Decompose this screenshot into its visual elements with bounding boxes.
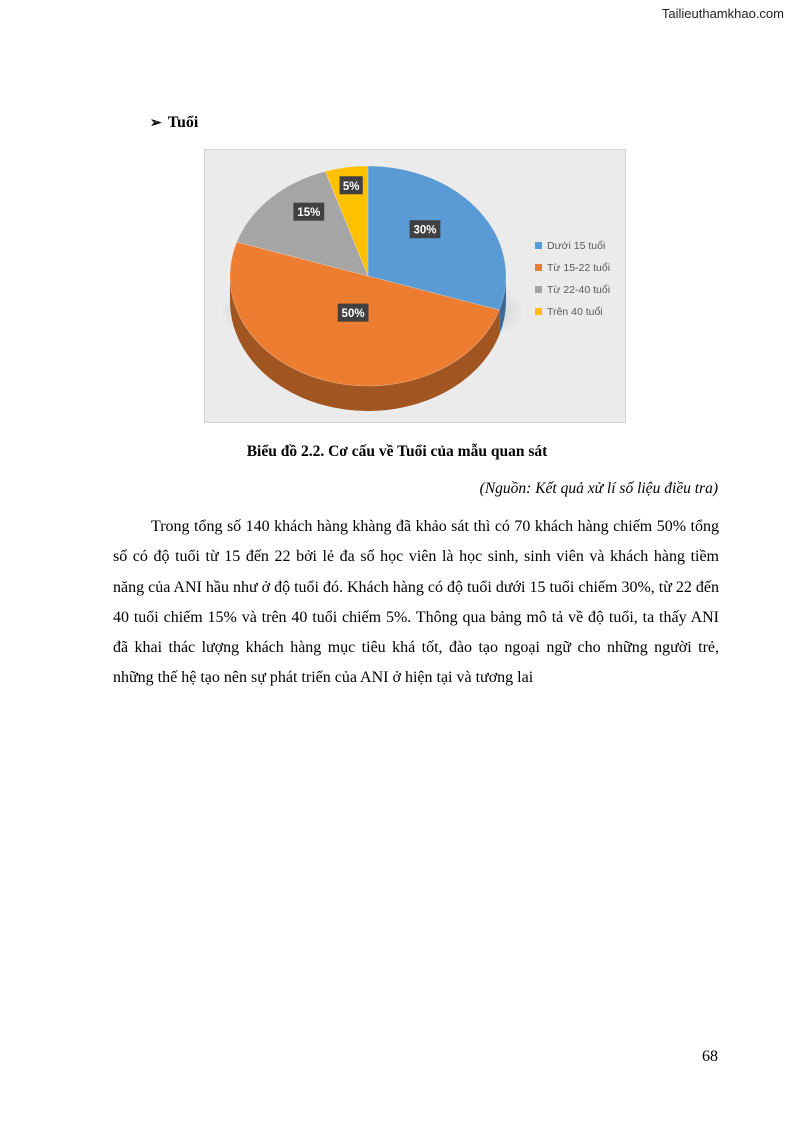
svg-text:Dưới 15 tuổi: Dưới 15 tuổi [547,240,606,252]
svg-text:Từ 22-40 tuổi: Từ 22-40 tuổi [547,284,611,296]
legend-item-3 [535,284,610,296]
svg-text:15%: 15% [297,207,321,220]
legend-item-4 [535,306,603,318]
age-pie-chart [204,149,626,423]
watermark: Tailieuthamkhao.com [661,6,784,21]
pie-data-label-4 [340,176,363,194]
section-heading-text: Tuổi [167,114,199,131]
page-number: 68 [702,1048,718,1065]
legend-item-1 [535,240,605,252]
svg-text:Từ 15-22 tuổi: Từ 15-22 tuổi [547,262,611,274]
legend-item-2 [535,262,610,274]
pie-chart-svg [205,150,627,424]
body-paragraph: Trong tổng số 140 khách hàng khàng đã khảo sát thì có 70 khách hàng chiếm 50% tổng số có độ tuổi từ 15 đến 22 bởi lẻ đa số học viên là học sinh, sinh viên và khách hàng tiềm năng của ANI hầu như ở độ tuổi đó. Khách hàng có độ tuổi dưới 15 tuổi chiếm 30%, từ 22 đến 40 tuổi chiếm 15% và trên 40 tuổi chiếm 5%. Thông qua bảng mô tả về độ tuổi, ta thấy ANI đã khai thác lượng khách hàng mục tiêu khá tốt, đào tạo ngoại ngữ cho những người trẻ, những thế hệ tạo nên sự phát triển của ANI ở hiện tại và tương lai [113,518,719,687]
svg-text:Trên 40 tuổi: Trên 40 tuổi [547,306,603,318]
pie-data-label-3 [293,203,324,221]
section-heading [150,114,198,132]
arrow-bullet-icon: ➢ [150,115,162,131]
pie-data-label-1 [410,220,441,238]
figure-caption: Biểu đồ 2.2. Cơ cấu về Tuổi của mẫu quan sát [246,443,548,460]
figure-source: (Nguồn: Kết quả xử lí số liệu điều tra) [479,480,718,497]
svg-text:30%: 30% [413,224,437,237]
svg-text:50%: 50% [341,308,365,321]
svg-text:5%: 5% [342,180,360,193]
pie-data-label-2 [338,304,369,322]
